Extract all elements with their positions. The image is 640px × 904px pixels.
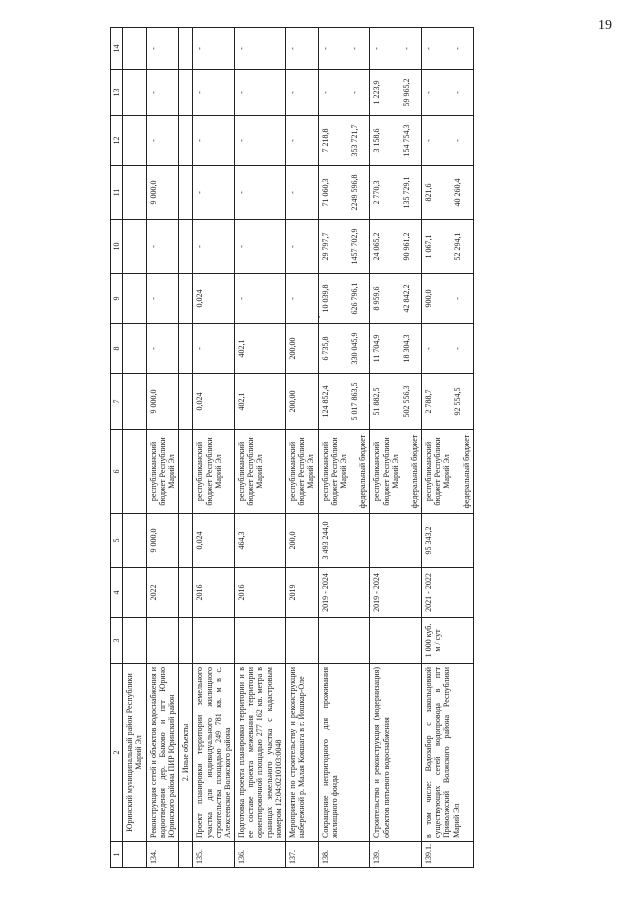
col-header: 10 xyxy=(111,220,123,274)
table-row: 137. Мероприятие по строительству и реконструкции набережной р. Малая Кокшага в г. Йошкар-Оле 2019 200,0 республиканский бюджет Республики Марий Эл 200,00 200,00 - - - - - - xyxy=(286,28,319,868)
col-header: 11 xyxy=(111,166,123,220)
table-row: 136. Подготовка проекта планировки территории и в ее составе проекта межевания территории ориентировочной площадью 277 162 кв. метра в границах земельного участка с кадастровым номером 12:04:0210103:0048 2016 464,3 республиканский бюджет Республики Марий Эл 402,1 402,1 - - - - - - xyxy=(235,28,286,868)
district-row xyxy=(123,28,146,868)
table-row: 139.1. в том числе: Водозабор с закольцовкой существующих сетей водопровода в пгт Приволжский Волжского района Республики Марий Эл 1 000 куб. м / сут 2021 - 2022 95 343,2 республиканский бюджет Республики Марий Эл федеральный бюджет 2 788,7 92 554,5 - - 900,0 - 1 067,1 52 294,1 821,6 40 260,4 - - - - - - xyxy=(422,28,474,868)
section-row xyxy=(179,28,193,868)
col-header: 2 xyxy=(111,664,123,842)
investment-table xyxy=(110,27,474,868)
col-header: 1 xyxy=(111,842,123,868)
table-row: 134. Реконструкция сетей и объектов водоснабжения и водоотведения дер. Быково и пгт Юрино Юринского района ПИР Юринский район 2022 9 000,0 республиканский бюджет Республики Марий Эл 9 000,0 - - - 9 000,0 - - - xyxy=(146,28,179,868)
col-header: 8 xyxy=(111,324,123,374)
section-title: 2. Иные объекты xyxy=(179,664,193,842)
district-title: Юринский муниципальный район Республики Марий Эл xyxy=(123,664,146,842)
table-row: 138. Сокращение непригодного для проживания жилищного фонда 2019 - 2024 3 493 244,0 республиканский бюджет Республики Марий Эл федеральный бюджет 124 852,4 5 017 863,5 6 735,8 330 045,9 10 039,8 626 796,1 29 797,7 1457 702,9 71 060,3 2249 596,8 7 218,8 353 721,7 - - - - xyxy=(318,28,370,868)
col-header: 3 xyxy=(111,618,123,664)
col-header: 6 xyxy=(111,430,123,514)
header-row xyxy=(111,28,123,868)
table-row: 139. Строительство и реконструкция (модернизация) объектов питьевого водоснабжения 2019 - 2024 республиканский бюджет Республики Марий Эл федеральный бюджет 51 882,5 502 556,3 11 704,9 18 304,3 8 959,6 42 842,2 24 065,2 90 961,2 2 770,3 135 729,1 3 158,6 154 754,3 1 223,9 59 965,2 - - xyxy=(370,28,422,868)
page-number: 19 xyxy=(598,18,612,33)
rotated-table-frame xyxy=(110,28,640,868)
col-header: 4 xyxy=(111,568,123,618)
table-row: 135. Проект планировки территории земельного участка для индивидуального жилищного строительства площадью 249 781 кв. м в с. Алексеевское Волжского района 2016 0,024 республиканский бюджет Республики Марий Эл 0,024 - 0,024 - - - - - xyxy=(193,28,235,868)
col-header: 13 xyxy=(111,70,123,116)
col-header: 7 xyxy=(111,374,123,430)
col-header: 5 xyxy=(111,514,123,568)
col-header: 9 xyxy=(111,274,123,324)
col-header: 14 xyxy=(111,28,123,70)
col-header: 12 xyxy=(111,116,123,166)
